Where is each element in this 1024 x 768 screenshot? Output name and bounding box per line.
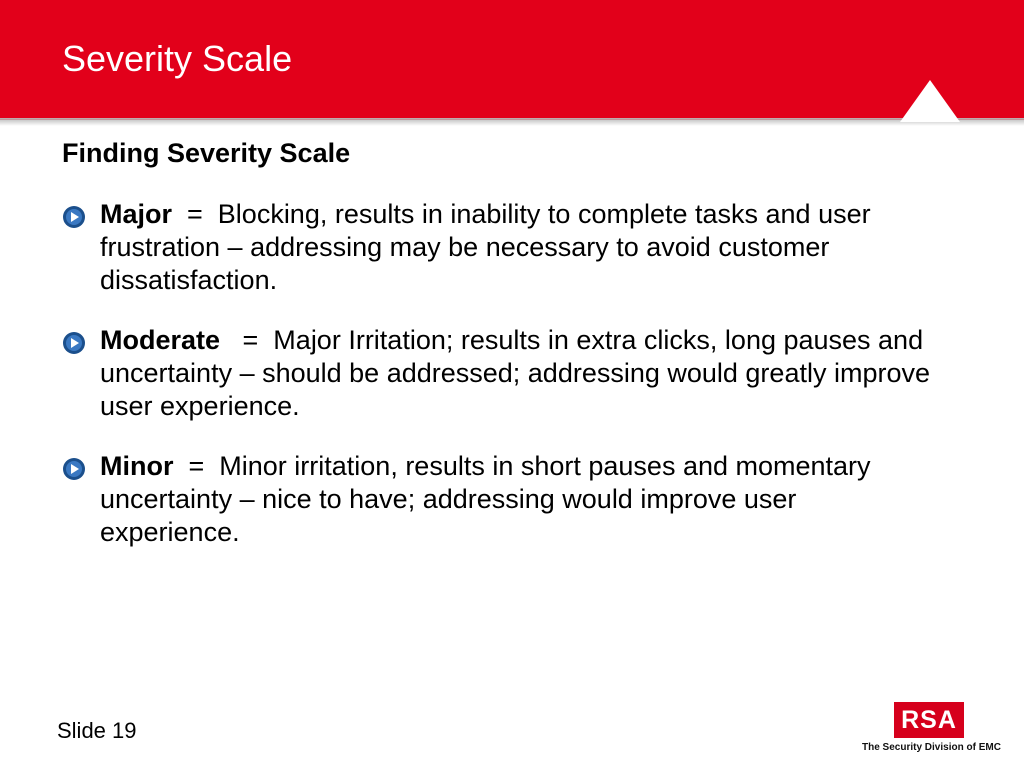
logo-tagline: The Security Division of EMC — [862, 742, 1001, 753]
severity-definition: = Minor irritation, results in short pauses and momentary uncertainty – nice to have; addressing would improve user experience. — [100, 451, 879, 547]
severity-term: Major — [100, 199, 173, 229]
slide-title: Severity Scale — [62, 38, 293, 79]
bullet-arrow-icon — [62, 331, 86, 355]
bullet-arrow-icon — [62, 205, 86, 229]
title-bar-shadow — [0, 118, 1024, 126]
severity-term: Moderate — [100, 325, 221, 355]
rsa-logo — [862, 700, 1001, 758]
severity-term: Minor — [100, 451, 174, 481]
bullet-arrow-icon — [62, 457, 86, 481]
severity-item-moderate — [62, 324, 942, 423]
slide-subtitle: Finding Severity Scale — [62, 138, 351, 168]
header-notch-decoration — [900, 80, 960, 122]
severity-definition: = Major Irritation; results in extra clicks, long pauses and uncertainty – should be addressed; addressing would greatly improve user experience. — [100, 325, 938, 421]
logo-mark: RSA — [894, 702, 964, 738]
severity-item-major — [62, 198, 942, 297]
slide-number: Slide 19 — [57, 718, 137, 743]
severity-definition: = Blocking, results in inability to complete tasks and user frustration – addressing may be necessary to avoid customer dissatisfaction. — [100, 199, 879, 295]
severity-list — [62, 198, 942, 576]
severity-item-minor — [62, 450, 942, 549]
